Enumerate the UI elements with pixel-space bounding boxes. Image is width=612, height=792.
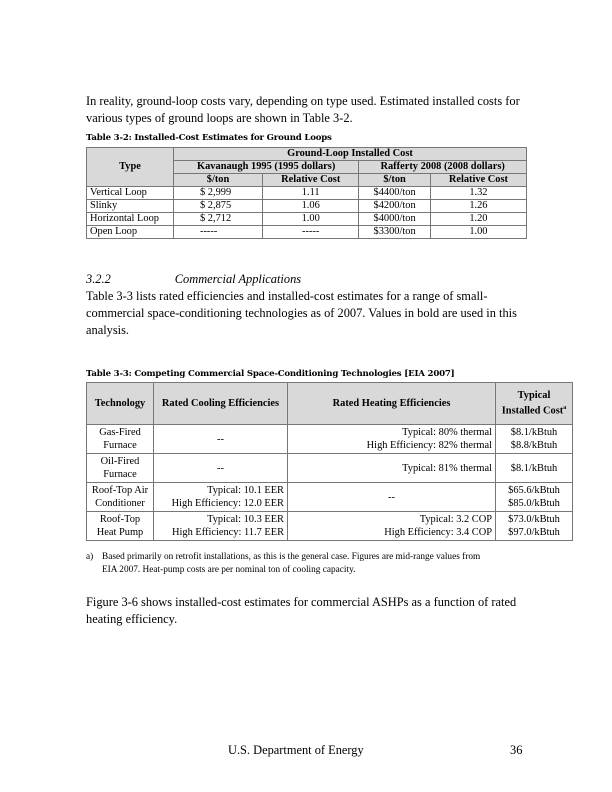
table-row (87, 213, 527, 226)
table-cell-cost: $65.6/kBtuh $85.0/kBtuh (496, 483, 573, 512)
sub-header: Rafferty 2008 (2008 dollars) (359, 161, 527, 174)
table-cell-tech: Gas-Fired Furnace (87, 425, 154, 454)
table-cell: $ 2,999 (174, 187, 263, 200)
col-header: Relative Cost (263, 174, 359, 187)
table-cell-heat: Typical: 80% thermal High Efficiency: 82% thermal (288, 425, 496, 454)
table-row (87, 226, 527, 239)
table-cell: $4400/ton (359, 187, 430, 200)
table-cell-cool: Typical: 10.3 EER High Efficiency: 11.7 EER (154, 512, 288, 541)
col-header: Rated Cooling Efficiencies (154, 383, 288, 425)
table-cell: ----- (263, 226, 359, 239)
table-cell: Vertical Loop (87, 187, 174, 200)
col-header: Technology (87, 383, 154, 425)
table-cell-cool: -- (154, 425, 288, 454)
col-header: Type (87, 148, 174, 187)
page-number: 36 (510, 743, 523, 757)
table-cell: $3300/ton (359, 226, 430, 239)
table-cell: 1.06 (263, 200, 359, 213)
table-cell: 1.00 (263, 213, 359, 226)
table-cell-cool: Typical: 10.1 EER High Efficiency: 12.0 EER (154, 483, 288, 512)
table-cell-cool: -- (154, 454, 288, 483)
table-row (87, 454, 573, 483)
table-cell: Slinky (87, 200, 174, 213)
table-cell: 1.32 (430, 187, 526, 200)
table-cell-tech: Roof-Top Air Conditioner (87, 483, 154, 512)
group-header: Ground-Loop Installed Cost (174, 148, 527, 161)
table-cell: 1.26 (430, 200, 526, 213)
table-cell: ----- (174, 226, 263, 239)
table-cell: 1.11 (263, 187, 359, 200)
intro-paragraph: In reality, ground-loop costs vary, depending on type used. Estimated installed costs for various types of ground loops are shown in Table 3-2. (86, 94, 520, 125)
table-cell-heat: -- (288, 483, 496, 512)
table-cell-tech: Oil-Fired Furnace (87, 454, 154, 483)
col-header: $/ton (359, 174, 430, 187)
table-row (87, 483, 573, 512)
footer-org: U.S. Department of Energy (228, 743, 364, 757)
table-cell: 1.00 (430, 226, 526, 239)
table-note: a) Based primarily on retrofit installations, as this is the general case. Figures are mid-range values from EIA 2007. Heat-pump costs are per nominal ton of cooling capacity. (86, 552, 481, 575)
section-title: Commercial Applications (174, 272, 302, 286)
table-cell-cost: $73.0/kBtuh $97.0/kBtuh (496, 512, 573, 541)
table-cell-tech: Roof-Top Heat Pump (87, 512, 154, 541)
section-heading (86, 272, 301, 287)
table-cell: $4200/ton (359, 200, 430, 213)
table-cell: $ 2,712 (174, 213, 263, 226)
sub-header: Kavanaugh 1995 (1995 dollars) (174, 161, 359, 174)
table-3-2-caption: Table 3-2: Installed-Cost Estimates for Ground Loops (86, 133, 332, 143)
table-3-3-caption: Table 3-3: Competing Commercial Space-Conditioning Technologies [EIA 2007] (86, 369, 455, 379)
table-row (87, 512, 573, 541)
table-3-2 (86, 147, 527, 239)
table-cell: Open Loop (87, 226, 174, 239)
col-header: Relative Cost (430, 174, 526, 187)
table-3-3 (86, 382, 573, 541)
table-cell: Horizontal Loop (87, 213, 174, 226)
table-cell: $ 2,875 (174, 200, 263, 213)
col-header: Rated Heating Efficiencies (288, 383, 496, 425)
col-header: $/ton (174, 174, 263, 187)
para-2: Table 3-3 lists rated efficiencies and installed-cost estimates for a range of small-commercial space-conditioning technologies as of 2007. Values in bold are used in this analysis. (86, 289, 517, 337)
section-number: 3.2.2 (86, 272, 111, 286)
table-cell-cost: $8.1/kBtuh $8.8/kBtuh (496, 425, 573, 454)
para-3: Figure 3-6 shows installed-cost estimates for commercial ASHPs as a function of rated heating efficiency. (86, 595, 517, 626)
table-row (87, 200, 527, 213)
table-cell: $4000/ton (359, 213, 430, 226)
table-row (87, 425, 573, 454)
table-cell-heat: Typical: 81% thermal (288, 454, 496, 483)
col-header: Typical Installed Cost$^a$ (496, 383, 573, 425)
table-row (87, 187, 527, 200)
table-cell-cost: $8.1/kBtuh (496, 454, 573, 483)
table-cell-heat: Typical: 3.2 COP High Efficiency: 3.4 COP (288, 512, 496, 541)
table-cell: 1.20 (430, 213, 526, 226)
